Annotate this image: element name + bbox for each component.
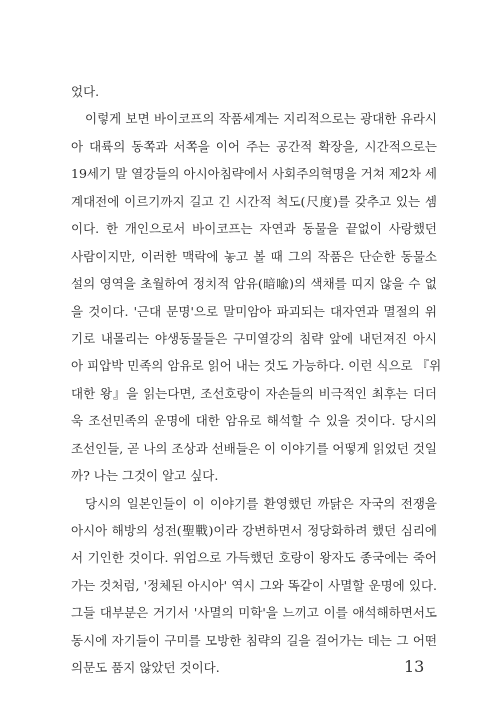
text-line: 욱 조선민족의 운명에 대한 암유로 해석할 수 있을 것이다. 당시의: [71, 413, 437, 429]
text-line: 의문도 품지 않았던 것이다.: [71, 660, 220, 676]
text-line: 당시의 일본인들이 이 이야기를 환영했던 까닭은 자국의 전쟁을: [85, 495, 437, 511]
paragraph: [71, 105, 442, 489]
text-line: 설의 영역을 초월하여 정치적 암유(暗喩)의 색채를 띠지 않을 수 없: [71, 276, 437, 292]
text-line: 아 피압박 민족의 암유로 읽어 내는 것도 가능하다. 이런 식으로 『위: [71, 358, 442, 374]
text-line: 사람이지만, 이러한 맥락에 놓고 볼 때 그의 작품은 단순한 동물소: [71, 248, 437, 264]
text-line: 아 대륙의 동쪽과 서쪽을 이어 주는 공간적 확장을, 시간적으로는: [71, 138, 437, 154]
text-line: 가는 것처럼, '정체된 아시아' 역시 그와 똑같이 사멸할 운명에 있다.: [71, 577, 437, 593]
paragraph: [71, 78, 437, 105]
text-line: 까? 나는 그것이 알고 싶다.: [71, 468, 219, 484]
text-line: 이다. 한 개인으로서 바이코프는 자연과 동물을 끝없이 사랑했던: [71, 221, 437, 237]
body-text: [71, 78, 442, 682]
page-number: 13: [404, 657, 425, 676]
text-line: 계대전에 이르기까지 길고 긴 시간적 척도(尺度)를 갖추고 있는 셈: [71, 193, 437, 209]
text-line: 그들 대부분은 거기서 '사멸의 미학'을 느끼고 이를 애석해하면서도: [71, 605, 437, 621]
text-line: 조선인들, 곧 나의 조상과 선배들은 이 이야기를 어떻게 읽었던 것일: [71, 440, 437, 456]
paragraph: [71, 490, 437, 682]
text-line: 19세기 말 열강들의 아시아침략에서 사회주의혁명을 거쳐 제2차 세: [71, 166, 437, 182]
text-line: 아시아 해방의 성전(聖戰)이라 강변하면서 정당화하려 했던 심리에: [71, 523, 437, 538]
text-line: 었다.: [71, 84, 100, 99]
text-line: 을 것이다. '근대 문명'으로 말미암아 파괴되는 대자연과 멸절의 위: [71, 303, 437, 319]
text-line: 이렇게 보면 바이코프의 작품세계는 지리적으로는 광대한 유라시: [85, 111, 437, 127]
text-line: 서 기인한 것이다. 위엄으로 가득했던 호랑이 왕자도 종국에는 죽어: [71, 550, 437, 566]
text-line: 기로 내몰리는 야생동물들은 구미열강의 침략 앞에 내던져진 아시: [71, 330, 437, 346]
text-line: 동시에 자기들이 구미를 모방한 침략의 길을 걸어가는 데는 그 어떤: [71, 632, 437, 648]
text-line: 대한 왕』을 읽는다면, 조선호랑이 자손들의 비극적인 최후는 더더: [71, 385, 437, 401]
